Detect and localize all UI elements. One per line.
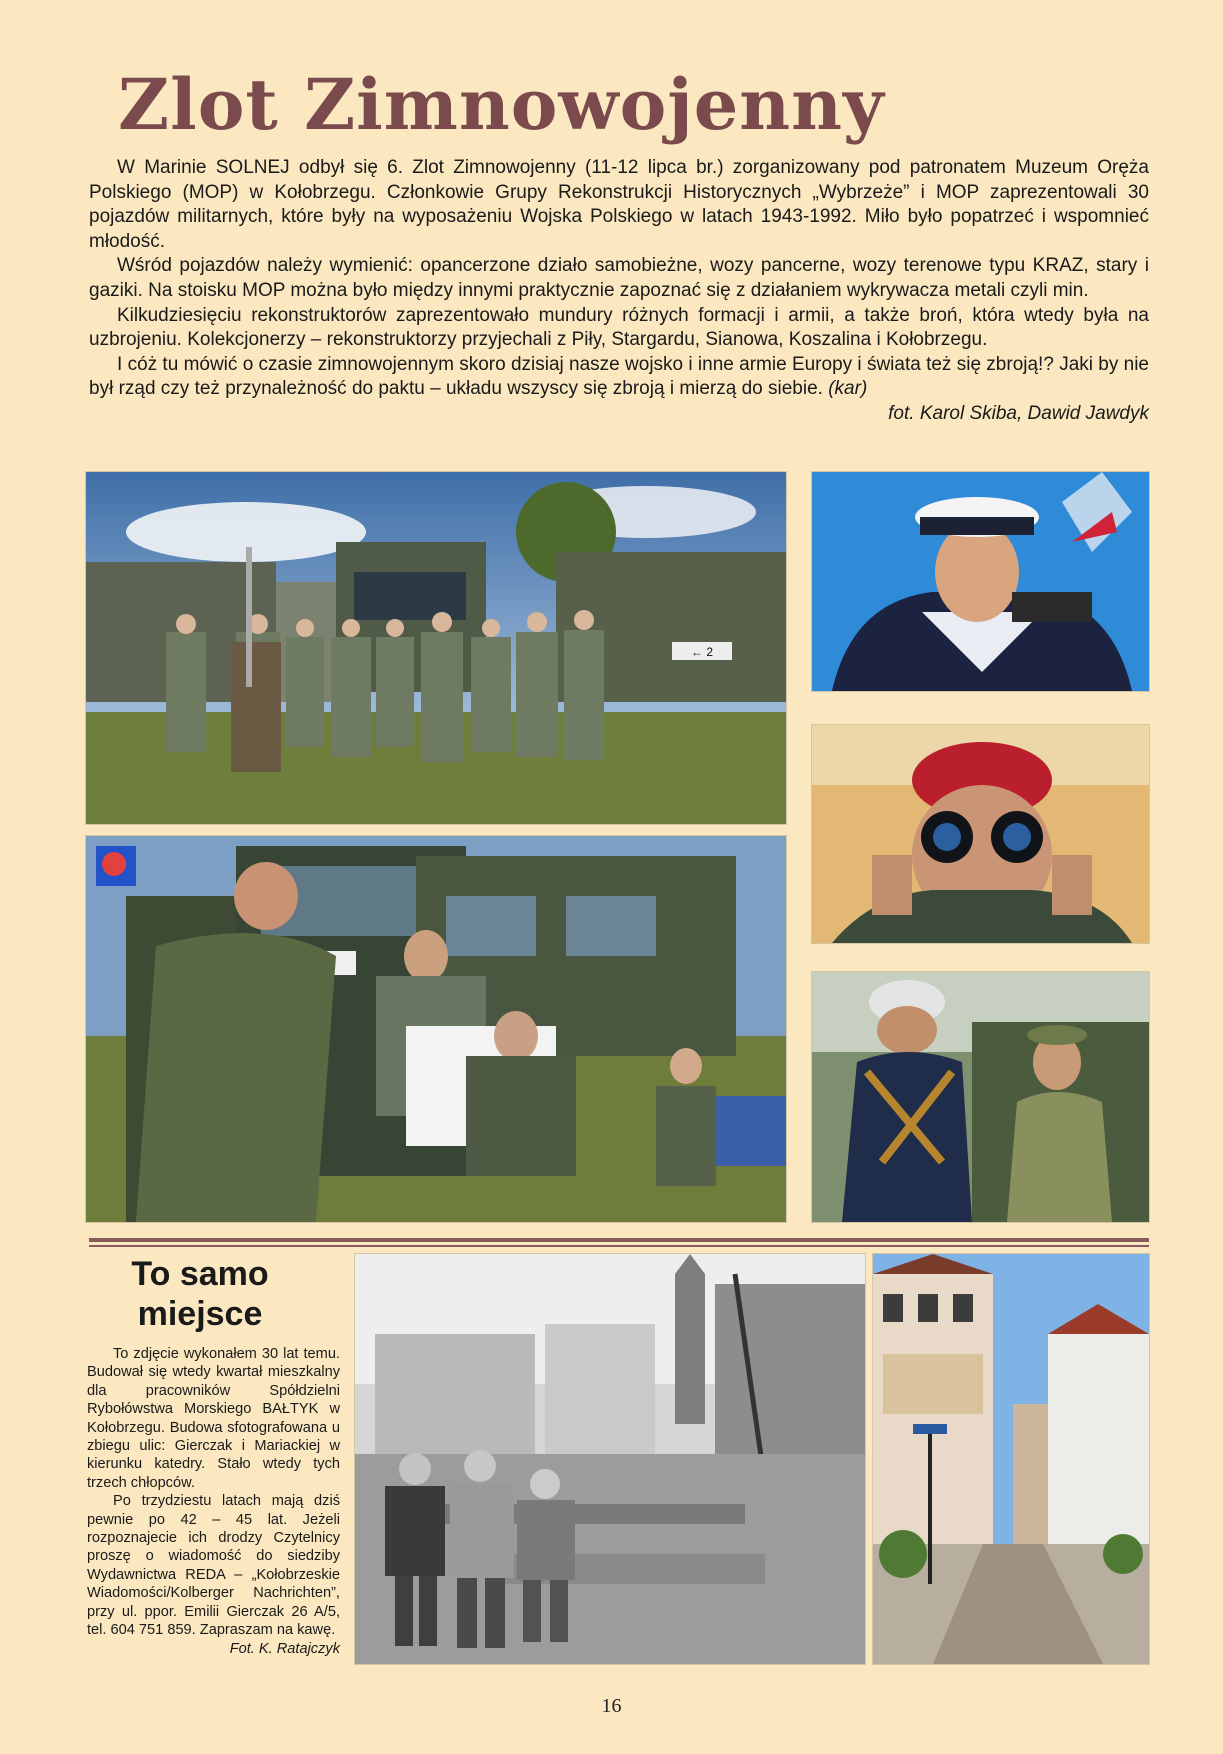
box-title-line: miejsce bbox=[137, 1295, 263, 1333]
article-paragraph: W Marinie SOLNEJ odbył się 6. Zlot Zimnowojenny (11-12 lipca br.) zorganizowany pod patronatem Muzeum Oręża Polskiego (MOP) w Kołobrzegu. Członkowie Grupy Rekonstrukcji Historycznych „Wybrzeże” i MOP zaprezentowali 30 pojazdów militarnych, które były na wyposażeniu Wojska Polskiego w latach 1943-1992. Miło było popatrzeć i wspomnieć młodość. bbox=[89, 157, 1149, 252]
article-body bbox=[89, 156, 1149, 427]
photo-binoculars-image bbox=[812, 725, 1149, 943]
box-paragraph: Po trzydziestu latach mają dziś pewnie po 42 – 45 lat. Jeżeli rozpoznajecie ich drodzy Czytelnicy proszę o wiadomość do siedziby Wydawnictwa REDA – „Kołobrzeskie Wiadomości/Kolberger Nachrichten”, przy ul. ppor. Emilii Gierczak 26 A/5, tel. 604 751 859. Zapraszam na kawę. bbox=[87, 1493, 340, 1639]
photo-old-construction-image bbox=[355, 1254, 865, 1664]
article-paragraph: Kilkudziesięciu rekonstruktorów zaprezentowało mundury różnych formacji i armii, a także broń, która wtedy była na uzbrojeniu. Kolekcjonerzy – rekonstruktorzy przyjechali z Piły, Stargardu, Sianowa, Koszalina i Kołobrzegu. bbox=[89, 304, 1149, 351]
section-divider bbox=[89, 1245, 1149, 1247]
article-paragraph bbox=[89, 353, 1149, 402]
photo-credit: fot. Karol Skiba, Dawid Jawdyk bbox=[888, 402, 1149, 424]
photo-sailor-image bbox=[812, 472, 1149, 691]
box-body bbox=[87, 1345, 340, 1658]
photo-same-place-today-image bbox=[873, 1254, 1149, 1664]
photo-reenactors-group bbox=[86, 472, 786, 824]
photo-binoculars bbox=[812, 725, 1149, 943]
article-paragraph: Wśród pojazdów należy wymienić: opancerzone działo samobieżne, wozy pancerne, wozy terenowe typu KRAZ, stary i gaziki. Na stoisku MOP można było między innymi praktycznie zapoznać się z działaniem wykrywacza metali czyli min. bbox=[89, 255, 1149, 301]
photo-two-reenactors bbox=[812, 972, 1149, 1222]
box-paragraph: To zdjęcie wykonałem 30 lat temu. Budował się wtedy kwartał mieszkalny dla pracowników Spółdzielni Rybołówstwa Morskiego BAŁTYK w Kołobrzegu. Budowa sfotografowana u zbiegu ulic: Gierczak i Mariackiej w kierunku katedry. Stało wtedy tych trzech chłopców. bbox=[87, 1346, 340, 1491]
author-tag: (kar) bbox=[828, 378, 868, 400]
photo-same-place-today bbox=[873, 1254, 1149, 1664]
box-title-line: To samo bbox=[131, 1255, 269, 1293]
photo-two-reenactors-image bbox=[812, 972, 1149, 1222]
article-title: Zlot Zimnowojenny bbox=[118, 63, 885, 146]
box-title bbox=[100, 1254, 300, 1334]
photo-old-construction bbox=[355, 1254, 865, 1664]
photo-soldiers-truck-image bbox=[86, 836, 786, 1222]
photo-reenactors-group-image bbox=[86, 472, 786, 824]
photo-sailor bbox=[812, 472, 1149, 691]
page-number: 16 bbox=[601, 1695, 622, 1717]
box-photo-credit: Fot. K. Ratajczyk bbox=[229, 1640, 340, 1657]
photo-soldiers-truck bbox=[86, 836, 786, 1222]
section-divider bbox=[89, 1238, 1149, 1242]
vehicle-plate: ← 2 bbox=[690, 645, 714, 659]
article-paragraph-text: I cóż tu mówić o czasie zimnowojennym skoro dzisiaj nasze wojsko i inne armie Europy i świata też się zbroją!? Jaki by nie był rząd czy też przynależność do paktu – układu wszyscy się zbroją i mierzą do siebie. bbox=[89, 353, 1149, 400]
